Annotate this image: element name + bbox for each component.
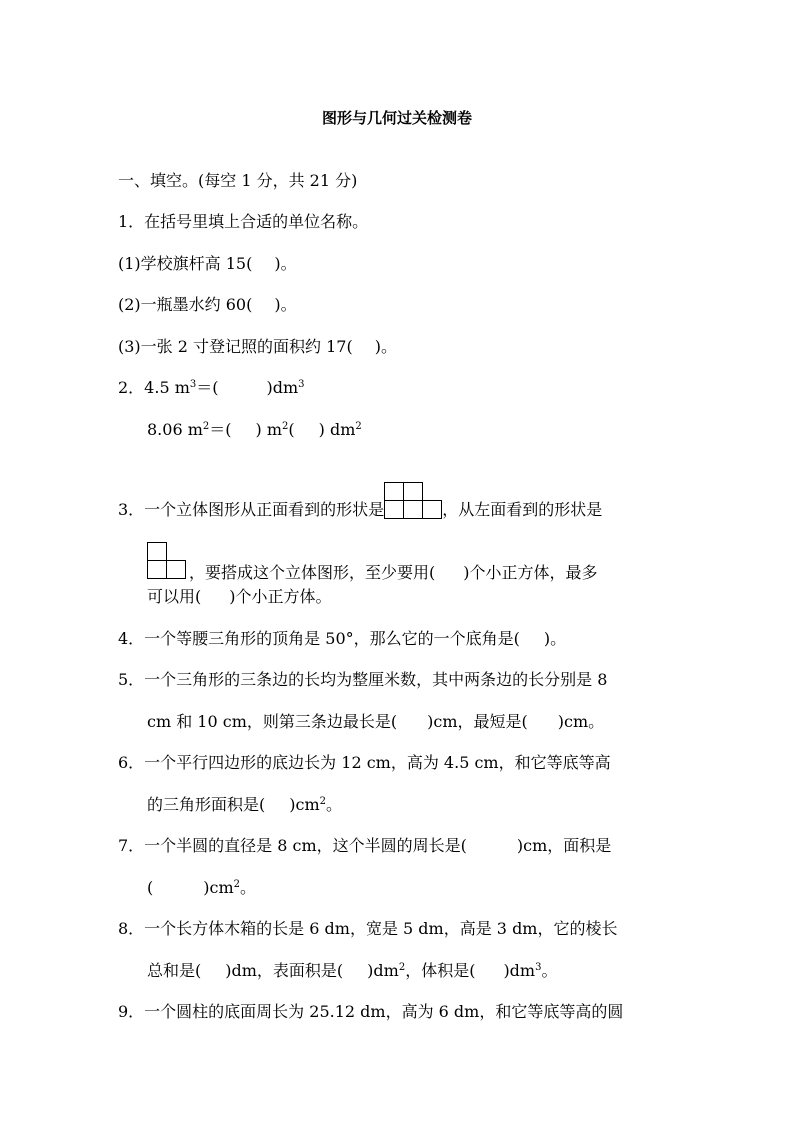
question-6-line-1: 6．一个平行四边形的底边长为 12 cm，高为 4.5 cm，和它等底等高 (118, 753, 611, 772)
question-5-line-1: 5．一个三角形的三条边的长均为整厘米数，其中两条边的长分别是 8 (118, 670, 608, 689)
question-2-line-2: 8.06 $m^2=$( ) $m^2$( ) $dm^2$ (147, 420, 362, 439)
question-3-line-3: 可以用( )个小正方体。 (147, 587, 332, 606)
front-view-figure (384, 481, 442, 519)
question-7-line-1: 7．一个半圆的直径是 8 cm，这个半圆的周长是( )cm，面积是 (118, 836, 612, 855)
question-6-line-2: 的三角形面积是( )$cm^2$。 (147, 795, 343, 814)
question-9-line-1: 9．一个圆柱的底面周长为 25.12 dm，高为 6 dm，和它等底等高的圆 (118, 1002, 624, 1021)
question-1-part-b: (2)一瓶墨水约 60( )。 (118, 295, 297, 314)
question-1-part-a: (1)学校旗杆高 15( )。 (118, 254, 297, 273)
question-7-line-2: ( )$cm^2$。 (147, 878, 257, 897)
question-3-line-2: ，要搭成这个立体图形，至少要用( )个小正方体，最多 (147, 542, 598, 584)
question-8-line-1: 8．一个长方体木箱的长是 6 dm，宽是 5 dm，高是 3 dm，它的棱长 (118, 919, 618, 938)
section-heading: 一、填空。(每空 1 分，共 21 分) (118, 171, 358, 190)
question-4: 4．一个等腰三角形的顶角是 50°，那么它的一个底角是( )。 (118, 629, 567, 648)
question-2-line-1: 2．4.5 $m^3=$( )$dm^3$ (118, 378, 305, 397)
question-1-part-c: (3)一张 2 寸登记照的面积约 17( )。 (118, 337, 397, 356)
question-8-line-2: 总和是( )dm，表面积是( )$dm^2$，体积是( )$dm^3$。 (147, 961, 558, 980)
question-5-line-2: cm 和 10 cm，则第三条边最长是( )cm，最短是( )cm。 (147, 712, 605, 731)
page-title: 图形与几何过关检测卷 (321, 109, 472, 127)
left-view-figure (147, 542, 187, 580)
question-1-stem: 1．在括号里填上合适的单位名称。 (118, 212, 369, 231)
question-3-line-1: 3．一个立体图形从正面看到的形状是 ，从左面看到的形状是 (118, 481, 602, 521)
